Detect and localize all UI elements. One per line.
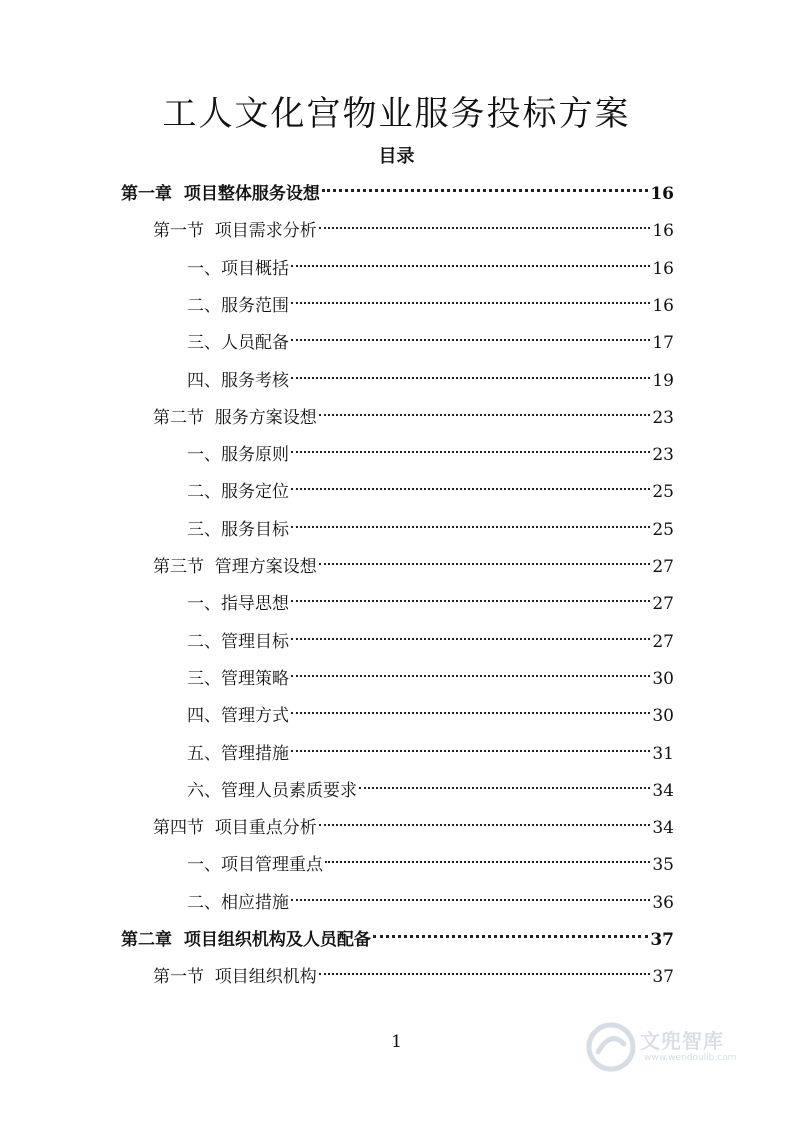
toc-entry[interactable] xyxy=(187,437,674,474)
toc-dot-leader xyxy=(319,227,651,229)
toc-dot-leader xyxy=(291,488,650,490)
toc-entry-label: 第三节 管理方案设想 xyxy=(153,557,317,577)
toc-dot-leader xyxy=(291,265,650,267)
toc-entry-label: 三、管理策略 xyxy=(187,668,289,689)
toc-entry-label: 二、服务定位 xyxy=(187,482,289,503)
toc-entry-page: 16 xyxy=(650,184,674,204)
toc-dot-leader xyxy=(291,600,650,602)
toc-entry-label: 四、管理方式 xyxy=(187,706,289,727)
toc-entry-page: 16 xyxy=(652,221,674,242)
toc-dot-leader xyxy=(319,563,651,565)
toc-entry-page: 30 xyxy=(652,668,674,689)
toc-entry-page: 37 xyxy=(650,930,674,950)
toc-entry-page: 16 xyxy=(652,295,674,316)
toc-entry[interactable] xyxy=(153,959,674,996)
toc-entry-page: 36 xyxy=(652,892,674,913)
toc-entry[interactable] xyxy=(187,624,674,661)
toc-entry-page: 27 xyxy=(652,631,674,652)
toc-entry[interactable] xyxy=(187,586,674,623)
toc-entry[interactable] xyxy=(153,400,674,437)
toc-entry-page: 16 xyxy=(652,258,674,279)
toc-entry-label: 三、人员配备 xyxy=(187,333,289,354)
toc-entry-label: 五、管理措施 xyxy=(187,743,289,764)
toc-dot-leader xyxy=(373,935,648,938)
toc-dot-leader xyxy=(291,675,650,677)
toc-dot-leader xyxy=(319,414,651,416)
toc-entry-label: 一、服务原则 xyxy=(187,445,289,466)
toc-dot-leader xyxy=(291,339,650,341)
toc-dot-leader xyxy=(291,302,650,304)
toc-entry-label: 第二章 项目组织机构及人员配备 xyxy=(121,930,371,950)
toc-entry-page: 34 xyxy=(652,818,674,839)
toc-dot-leader xyxy=(291,712,650,714)
toc-dot-leader xyxy=(291,899,650,901)
toc-dot-leader xyxy=(291,377,650,379)
watermark-url: www.wendoulib.com xyxy=(644,1053,737,1063)
toc-entry[interactable] xyxy=(187,474,674,511)
toc-heading: 目录 xyxy=(378,146,415,167)
watermark xyxy=(586,1022,756,1072)
toc-entry-page: 25 xyxy=(652,519,674,540)
toc-entry[interactable] xyxy=(121,176,674,213)
toc-entry-page: 27 xyxy=(652,594,674,615)
toc-entry-label: 第一章 项目整体服务设想 xyxy=(121,184,320,204)
toc-dot-leader xyxy=(322,189,648,192)
toc-entry[interactable] xyxy=(187,512,674,549)
page-number: 1 xyxy=(391,1032,402,1052)
toc-entry-label: 二、服务范围 xyxy=(187,295,289,316)
toc-entry-page: 23 xyxy=(652,407,674,428)
toc-entry-label: 二、管理目标 xyxy=(187,631,289,652)
toc-entry[interactable] xyxy=(187,847,674,884)
toc-entry-label: 六、管理人员素质要求 xyxy=(187,780,357,801)
toc-entry-page: 35 xyxy=(652,855,674,876)
toc-dot-leader xyxy=(319,824,651,826)
toc-entry-page: 27 xyxy=(652,557,674,577)
toc-entry[interactable] xyxy=(153,213,674,250)
wendou-logo-icon xyxy=(586,1022,636,1072)
toc-entry-page: 34 xyxy=(652,780,674,801)
toc-entry-label: 第一节 项目需求分析 xyxy=(153,221,317,242)
toc-entry-label: 一、项目概括 xyxy=(187,258,289,279)
toc-entry-label: 一、指导思想 xyxy=(187,594,289,615)
toc-entry[interactable] xyxy=(187,773,674,810)
toc-entry[interactable] xyxy=(187,363,674,400)
toc-dot-leader xyxy=(359,787,650,789)
toc-entry[interactable] xyxy=(187,251,674,288)
toc-entry[interactable] xyxy=(187,885,674,922)
toc-dot-leader xyxy=(319,973,651,975)
toc-dot-leader xyxy=(291,451,650,453)
toc-entry[interactable] xyxy=(153,810,674,847)
toc-entry-label: 三、服务目标 xyxy=(187,519,289,540)
toc-dot-leader xyxy=(291,750,650,752)
toc-entry-page: 31 xyxy=(652,743,674,764)
toc-entry-label: 第四节 项目重点分析 xyxy=(153,818,317,839)
toc-entry-label: 第一节 项目组织机构 xyxy=(153,967,317,988)
toc-entry-page: 30 xyxy=(652,706,674,727)
toc-entry-page: 19 xyxy=(652,370,674,391)
toc-entry[interactable] xyxy=(187,736,674,773)
toc-entry[interactable] xyxy=(187,288,674,325)
watermark-text: 文兜智库 xyxy=(640,1029,724,1053)
toc-entry-page: 37 xyxy=(652,967,674,988)
toc-entry[interactable] xyxy=(187,698,674,735)
toc-entry[interactable] xyxy=(121,922,674,959)
toc-entry[interactable] xyxy=(153,549,674,586)
toc-dot-leader xyxy=(325,861,650,863)
toc-entry-label: 第二节 服务方案设想 xyxy=(153,407,317,428)
toc-entry-label: 一、项目管理重点 xyxy=(187,855,323,876)
toc-entry[interactable] xyxy=(187,325,674,362)
toc-entry-page: 25 xyxy=(652,482,674,503)
toc-entry-label: 二、相应措施 xyxy=(187,892,289,913)
toc-entry[interactable] xyxy=(187,661,674,698)
toc-entry-label: 四、服务考核 xyxy=(187,370,289,391)
toc-entry-page: 23 xyxy=(652,445,674,466)
toc-dot-leader xyxy=(291,526,650,528)
toc-entry-page: 17 xyxy=(652,333,674,354)
document-title: 工人文化宫物业服务投标方案 xyxy=(162,94,631,134)
toc-dot-leader xyxy=(291,638,650,640)
